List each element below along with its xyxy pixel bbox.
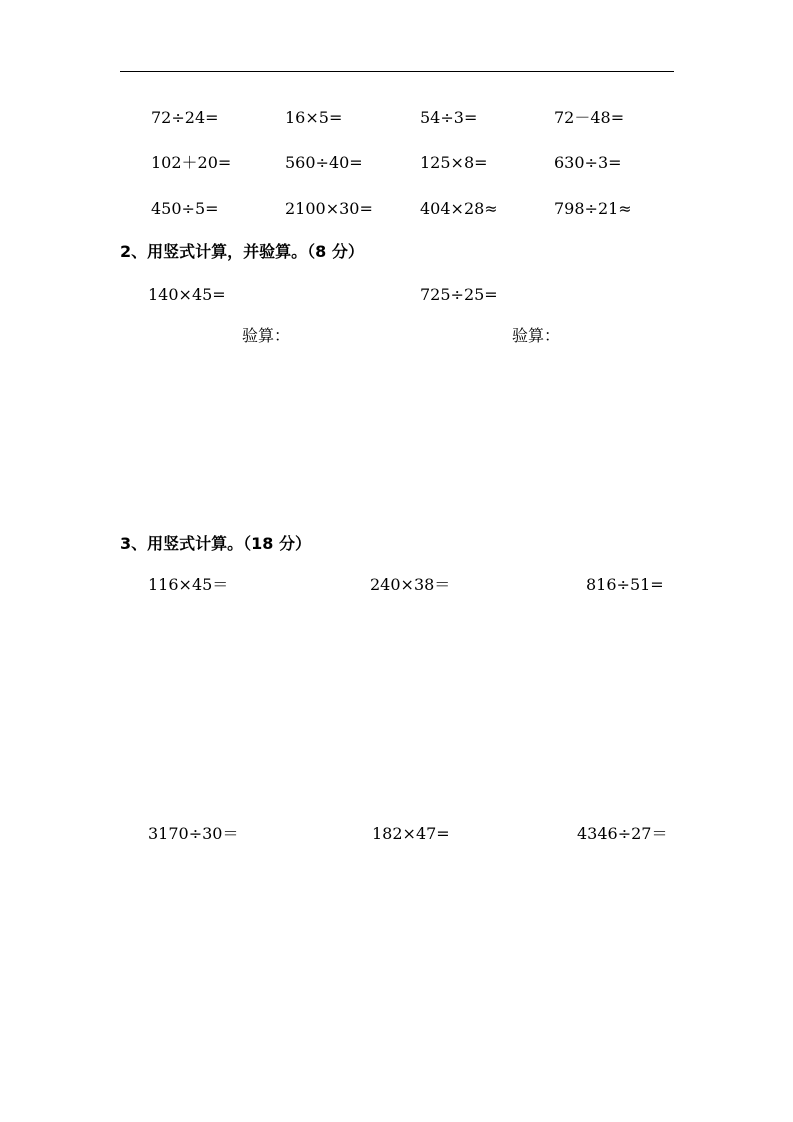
header-rule bbox=[120, 71, 674, 72]
calc-item: 404×28≈ bbox=[420, 199, 498, 218]
calc-item: 798÷21≈ bbox=[554, 199, 632, 218]
problem: 816÷51= bbox=[586, 575, 664, 594]
calc-item: 54÷3= bbox=[420, 108, 478, 127]
problem: 3170÷30＝ bbox=[148, 824, 239, 843]
calc-item: 72÷24= bbox=[151, 108, 219, 127]
section-3-heading: 3、用竖式计算。（18 分） bbox=[120, 534, 311, 553]
calc-item: 450÷5= bbox=[151, 199, 219, 218]
problem: 725÷25= bbox=[420, 285, 498, 304]
calc-item: 560÷40= bbox=[285, 153, 363, 172]
problem: 140×45= bbox=[148, 285, 226, 304]
section-2-heading: 2、用竖式计算，并验算。（8 分） bbox=[120, 242, 364, 261]
calc-item: 630÷3= bbox=[554, 153, 622, 172]
calc-item: 72－48= bbox=[554, 108, 625, 127]
calc-item: 2100×30= bbox=[285, 199, 373, 218]
problem: 240×38＝ bbox=[370, 575, 451, 594]
problem: 116×45＝ bbox=[148, 575, 229, 594]
problem: 4346÷27＝ bbox=[577, 824, 668, 843]
problem: 182×47= bbox=[372, 824, 450, 843]
calc-item: 16×5= bbox=[285, 108, 343, 127]
calc-item: 125×8= bbox=[420, 153, 488, 172]
calc-item: 102＋20= bbox=[151, 153, 232, 172]
check-label: 验算： bbox=[512, 326, 561, 345]
check-label: 验算： bbox=[242, 326, 291, 345]
